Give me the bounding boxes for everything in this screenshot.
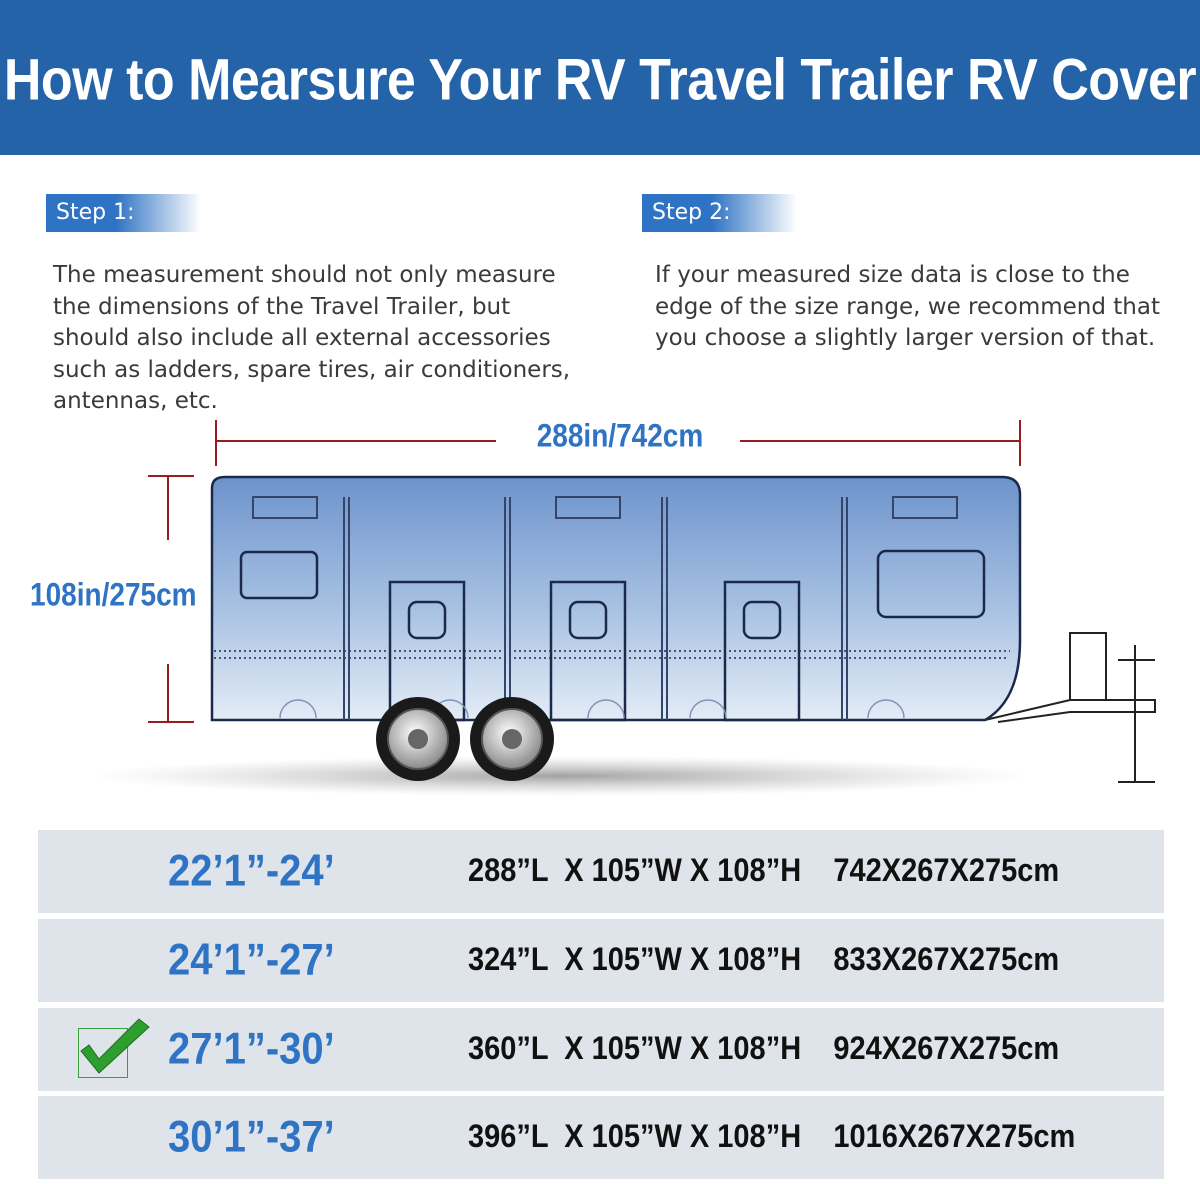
ground-shadow: [90, 756, 1030, 796]
size-row: [38, 1096, 1164, 1179]
checkmark-icon: [78, 1028, 128, 1078]
size-range: 27’1”-30’: [168, 1024, 335, 1074]
step-1-label: Step 1:: [46, 194, 201, 232]
size-dimensions: 396”L X 105”W X 108”H 1016X267X275cm: [468, 1119, 1076, 1155]
size-range: 30’1”-37’: [168, 1112, 335, 1162]
trailer-body: [212, 477, 1020, 720]
step-2-text: If your measured size data is close to the edge of the size range, we recommend that you choose a slightly larger version of that.: [655, 262, 1161, 351]
size-row: [38, 919, 1164, 1002]
wheel-rear: [470, 697, 554, 781]
size-row: [38, 830, 1164, 913]
size-row-selected: [38, 1008, 1164, 1091]
step-2-label: Step 2:: [642, 194, 797, 232]
size-range: 24’1”-27’: [168, 935, 335, 985]
size-dimensions: 324”L X 105”W X 108”H 833X267X275cm: [468, 942, 1060, 978]
page-title: How to Mearsure Your RV Travel Trailer RV Cover: [3, 47, 1197, 113]
height-label: 108in/275cm: [30, 576, 197, 613]
size-range: 22’1”-24’: [168, 846, 335, 896]
size-dimensions: 288”L X 105”W X 108”H 742X267X275cm: [468, 853, 1060, 889]
step-1-text: The measurement should not only measure the dimensions of the Travel Trailer, but should also include all external accessories such as ladders, spare tires, air conditioners, antennas, etc.: [53, 262, 571, 414]
length-label: 288in/742cm: [536, 417, 704, 454]
size-dimensions: 360”L X 105”W X 108”H 924X267X275cm: [468, 1031, 1060, 1067]
wheel-front: [376, 697, 460, 781]
